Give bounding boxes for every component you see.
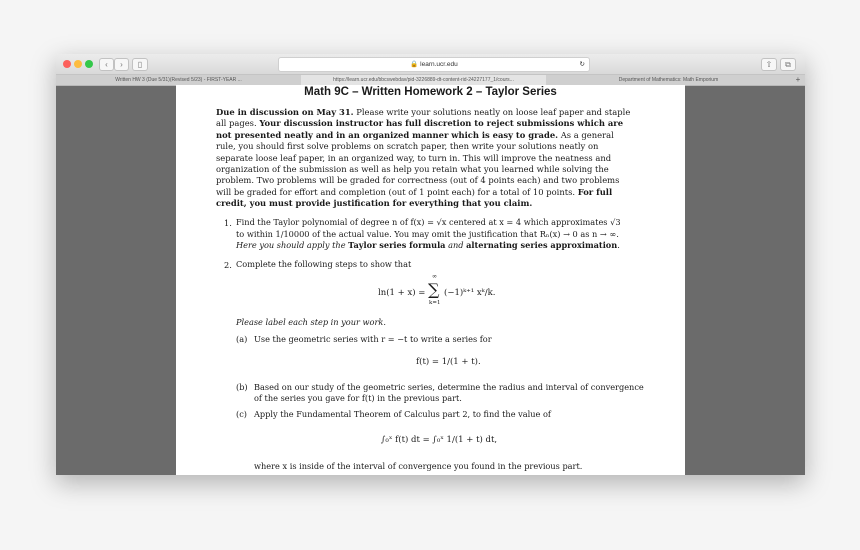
tab-pdf[interactable]: https://learn.ucr.edu/bbcswebdav/pid-3226889-dt-content-rid-24227177_1/cours...	[301, 75, 546, 85]
part-c-label: (c)	[236, 409, 247, 419]
browser-window	[56, 54, 805, 475]
part-a-equation: f(t) = 1/(1 + t).	[416, 357, 481, 367]
problem-2-intro: Complete the following steps to show that	[236, 259, 412, 269]
lock-icon: 🔒	[410, 61, 419, 68]
part-b-line-2: of the series you gave for f(t) in the previous part.	[254, 393, 462, 403]
label-steps-note: Please label each step in your work.	[236, 317, 386, 327]
tabs-overview-button[interactable]	[780, 58, 796, 71]
part-b-line-1: Based on our study of the geometric series, determine the radius and interval of convergence	[254, 382, 644, 392]
chevron-right-icon: ›	[120, 60, 123, 69]
part-a-label: (a)	[236, 334, 248, 344]
problem-1-line-1: Find the Taylor polynomial of degree n of f(x) = √x centered at x = 4 which approximates √3	[236, 217, 621, 227]
tab-math-emporium[interactable]: Department of Mathematics: Math Emporium	[618, 77, 719, 83]
part-b-label: (b)	[236, 382, 248, 392]
tab-homework[interactable]: Written HW 3 (Due 5/31)(Revised 5/23) - FIRST-YEAR ...	[115, 77, 242, 83]
problem-1-line-2: to within 1/10000 of the actual value. You may omit the justification that Rₙ(x) → 0 as n → ∞.	[236, 229, 619, 239]
share-button[interactable]	[761, 58, 777, 71]
close-window-button[interactable]	[63, 60, 71, 68]
url-text: learn.ucr.edu	[420, 61, 458, 68]
problem-number: 2.	[224, 260, 232, 270]
pdf-page: Math 9C – Written Homework 2 – Taylor Series Due in discussion on May 31. Please write your solutions neatly on loose leaf paper and staple all pages. Your discussion instructor has full discretion to reject submissions which are not presented neatly and in an organized manner which is easy to grade. As a general rule, you should first solve problems on scratch paper, then write your solutions neatly on separate loose leaf paper, in an organized way, to turn in. This will improve the neatness and organization of the submission as well as help you retain what you learned while solving the problem. Two problems will be graded for correctness (out of 4 points each) and two problems will be graded for effort and completion (out of 1 point each) for a total of 10 points. For full credit, you must provide justification for everything that you claim. 1. Find the Taylor polynomial of degree n of f(x) = √x centered at x = 4 which approximates √3 to within 1/10000 of the actual value. You may omit the justification that Rₙ(x) → 0 as n → ∞. Here you should apply the Taylor series formula and alternating series approximation. 2. Complete the following steps to show that ln(1 + x) = ∞ ∑ k=1 (−1)ᵏ⁺¹ xᵏ/k. Please label each step in your work. (a) Use the geometric series with r = −t to write a series for f(t) = 1/(1 + t). (b) Based on our study of the geometric series, determine the radius and interval of convergence of the series you gave for f(t) in the previous part. (c) Apply the Fundamental Theorem of Calculus part 2, to find the value of ∫₀ˣ f(t) dt = ∫₀ˣ 1/(1 + t) dt, where x is inside of the interval of convergence you found in the previous part.	[176, 85, 685, 475]
problem-1-line-3: Here you should apply the Taylor series formula and alternating series approximation.	[236, 240, 620, 250]
part-a-text: Use the geometric series with r = −t to write a series for	[254, 334, 492, 344]
back-button[interactable]	[99, 58, 114, 71]
problem-number: 1.	[224, 218, 232, 228]
due-date: Due in discussion on May 31.	[216, 107, 354, 117]
tabs-icon: ⧉	[785, 60, 791, 69]
sidebar-icon: ▯	[137, 60, 143, 69]
address-bar[interactable]	[278, 57, 590, 72]
zoom-window-button[interactable]	[85, 60, 93, 68]
new-tab-button[interactable]: +	[795, 75, 801, 84]
sidebar-button[interactable]	[132, 58, 148, 71]
page-title: Math 9C – Written Homework 2 – Taylor Series	[304, 86, 557, 98]
forward-button[interactable]	[114, 58, 129, 71]
reload-icon[interactable]: ↻	[579, 61, 585, 68]
part-c-text: Apply the Fundamental Theorem of Calculus part 2, to find the value of	[254, 409, 551, 419]
part-c-equation: ∫₀ˣ f(t) dt = ∫₀ˣ 1/(1 + t) dt,	[381, 435, 498, 445]
intro-paragraph: Due in discussion on May 31. Please write your solutions neatly on loose leaf paper and staple all pages. Your discussion instructor has full discretion to reject submissions which are not presented neatly and in an organized manner which is easy to grade. As a general rule, you should first solve problems on scratch paper, then write your solutions neatly on separate loose leaf paper, in an organized way, to turn in. This will improve the neatness and organization of the submission as well as help you retain what you learned while solving the problem. Two problems will be graded for correctness (out of 4 points each) and two problems will be graded for effort and completion (out of 1 point each) for a total of 10 points. For full credit, you must provide justification for everything that you claim.	[216, 107, 631, 209]
share-icon: ⇧	[765, 60, 773, 69]
browser-toolbar	[56, 54, 805, 75]
part-c-after: where x is inside of the interval of convergence you found in the previous part.	[254, 461, 583, 471]
minimize-window-button[interactable]	[74, 60, 82, 68]
chevron-left-icon: ‹	[105, 60, 108, 69]
